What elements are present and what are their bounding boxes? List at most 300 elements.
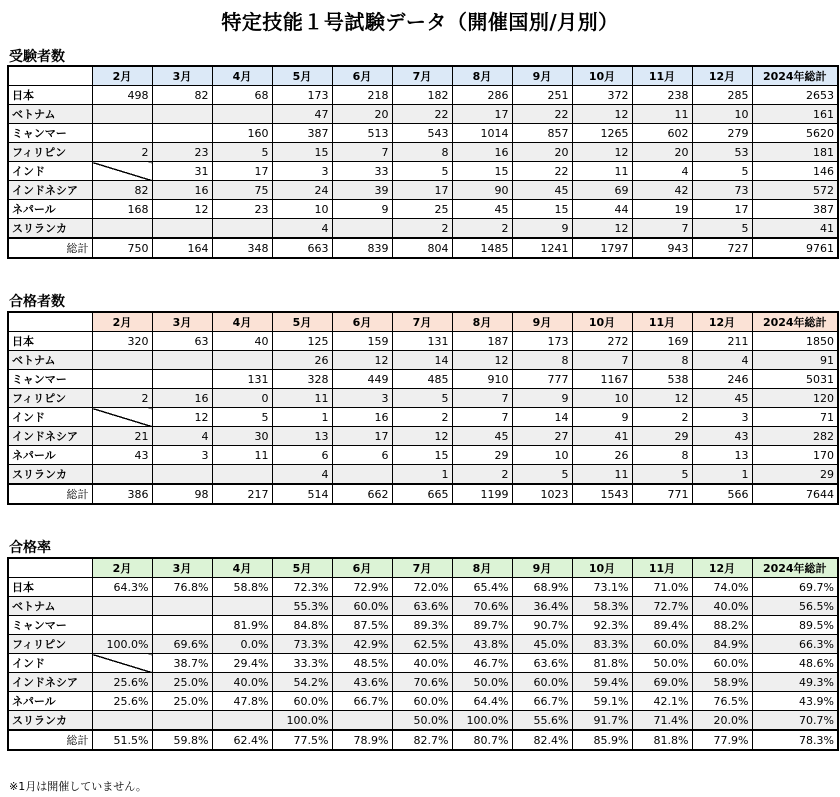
value-cell: 4 [272,219,332,239]
value-cell: 20 [332,105,392,124]
column-header: 9月 [512,312,572,332]
total-cell: 98 [152,484,212,504]
empty-cell [92,124,152,143]
value-cell: 238 [632,86,692,105]
total-cell: 85.9% [572,730,632,750]
value-cell: 5 [212,143,272,162]
value-cell: 9 [512,389,572,408]
value-cell: 15 [452,162,512,181]
table-row [8,465,838,485]
value-cell: 20.0% [692,711,752,731]
value-cell: 70.6% [392,673,452,692]
value-cell: 13 [692,446,752,465]
value-cell: 14 [392,351,452,370]
table-row [8,578,838,597]
value-cell: 63 [152,332,212,351]
table-row [8,408,838,427]
value-cell: 538 [632,370,692,389]
value-cell: 1167 [572,370,632,389]
value-cell: 777 [512,370,572,389]
corner-cell [8,558,92,578]
value-cell: 49.3% [752,673,838,692]
value-cell: 89.7% [452,616,512,635]
value-cell: 5 [392,389,452,408]
value-cell: 63.6% [392,597,452,616]
column-header: 7月 [392,66,452,86]
value-cell: 11 [572,465,632,485]
row-label: フィリピン [8,389,92,408]
column-header: 6月 [332,558,392,578]
column-header: 4月 [212,312,272,332]
value-cell: 8 [632,446,692,465]
value-cell: 7 [632,219,692,239]
total-label: 総計 [8,238,92,258]
value-cell: 17 [212,162,272,181]
total-cell: 1543 [572,484,632,504]
total-cell: 663 [272,238,332,258]
value-cell: 6 [332,446,392,465]
value-cell: 173 [272,86,332,105]
value-cell: 45.0% [512,635,572,654]
total-cell: 82.4% [512,730,572,750]
value-cell: 12 [152,408,212,427]
value-cell: 1 [392,465,452,485]
value-cell: 279 [692,124,752,143]
table-row [8,427,838,446]
value-cell: 22 [392,105,452,124]
value-cell: 45 [692,389,752,408]
row-label: インド [8,654,92,673]
not-held-cell [332,711,392,731]
value-cell: 46.7% [452,654,512,673]
value-cell: 71.4% [632,711,692,731]
total-cell: 78.9% [332,730,392,750]
total-cell: 7644 [752,484,838,504]
value-cell: 92.3% [572,616,632,635]
value-cell: 13 [272,427,332,446]
row-label: ミャンマー [8,124,92,143]
value-cell: 36.4% [512,597,572,616]
column-header: 2月 [92,66,152,86]
table-row [8,219,838,239]
column-header: 8月 [452,558,512,578]
total-cell: 386 [92,484,152,504]
column-header: 8月 [452,312,512,332]
table-row [8,143,838,162]
value-cell: 63.6% [512,654,572,673]
row-label: ネパール [8,446,92,465]
value-cell: 84.9% [692,635,752,654]
empty-cell [212,105,272,124]
total-cell: 164 [152,238,212,258]
value-cell: 17 [452,105,512,124]
not-held-cell [92,465,152,485]
value-cell: 72.9% [332,578,392,597]
value-cell: 26 [272,351,332,370]
value-cell: 50.0% [392,711,452,731]
column-header: 11月 [632,312,692,332]
table-row [8,446,838,465]
value-cell: 21 [92,427,152,446]
value-cell: 1850 [752,332,838,351]
value-cell: 74.0% [692,578,752,597]
value-cell: 72.3% [272,578,332,597]
value-cell: 387 [752,200,838,219]
value-cell: 12 [632,389,692,408]
value-cell: 48.5% [332,654,392,673]
header-row [8,66,838,86]
value-cell: 43.6% [332,673,392,692]
row-label: 日本 [8,578,92,597]
value-cell: 71.0% [632,578,692,597]
corner-cell [8,312,92,332]
row-label: ベトナム [8,105,92,124]
value-cell: 857 [512,124,572,143]
value-cell: 17 [332,427,392,446]
value-cell: 602 [632,124,692,143]
value-cell: 64.4% [452,692,512,711]
row-label: ミャンマー [8,616,92,635]
not-held-cell [92,597,152,616]
table-row [8,351,838,370]
value-cell: 131 [212,370,272,389]
value-cell: 12 [392,427,452,446]
value-cell: 8 [512,351,572,370]
value-cell: 60.0% [632,635,692,654]
column-header: 2月 [92,558,152,578]
value-cell: 33 [332,162,392,181]
value-cell: 20 [512,143,572,162]
value-cell: 68.9% [512,578,572,597]
value-cell: 187 [452,332,512,351]
examinees-table [7,65,839,259]
value-cell: 19 [632,200,692,219]
row-label: ネパール [8,200,92,219]
value-cell: 88.2% [692,616,752,635]
value-cell: 1014 [452,124,512,143]
value-cell: 72.7% [632,597,692,616]
value-cell: 50.0% [452,673,512,692]
row-label: インドネシア [8,673,92,692]
value-cell: 64.3% [92,578,152,597]
value-cell: 12 [452,351,512,370]
value-cell: 3 [332,389,392,408]
value-cell: 1 [692,465,752,485]
column-header: 2024年総計 [752,558,838,578]
value-cell: 2 [392,219,452,239]
value-cell: 10 [512,446,572,465]
value-cell: 181 [752,143,838,162]
value-cell: 14 [512,408,572,427]
value-cell: 20 [632,143,692,162]
corner-cell [8,66,92,86]
value-cell: 72.0% [392,578,452,597]
value-cell: 7 [452,389,512,408]
value-cell: 48.6% [752,654,838,673]
value-cell: 125 [272,332,332,351]
value-cell: 543 [392,124,452,143]
value-cell: 69.6% [152,635,212,654]
value-cell: 82 [92,181,152,200]
value-cell: 5620 [752,124,838,143]
total-cell: 78.3% [752,730,838,750]
value-cell: 5 [632,465,692,485]
column-header: 5月 [272,312,332,332]
value-cell: 10 [692,105,752,124]
value-cell: 24 [272,181,332,200]
value-cell: 66.7% [512,692,572,711]
value-cell: 76.8% [152,578,212,597]
value-cell: 2653 [752,86,838,105]
section-title-examinees: 受験者数 [9,49,65,65]
table-row [8,673,838,692]
not-held-cell [152,711,212,731]
value-cell: 16 [152,389,212,408]
value-cell: 161 [752,105,838,124]
value-cell: 59.4% [572,673,632,692]
total-cell: 1797 [572,238,632,258]
value-cell: 76.5% [692,692,752,711]
table-row [8,711,838,731]
section-title-passers: 合格者数 [9,294,65,310]
table-row [8,635,838,654]
value-cell: 73.1% [572,578,632,597]
value-cell: 7 [452,408,512,427]
empty-cell [152,370,212,389]
value-cell: 29 [752,465,838,485]
value-cell: 89.4% [632,616,692,635]
row-label: 日本 [8,86,92,105]
row-label: インド [8,162,92,181]
header-row [8,312,838,332]
value-cell: 246 [692,370,752,389]
value-cell: 12 [572,143,632,162]
footnote: ※1月は開催していません。 [9,780,147,793]
value-cell: 485 [392,370,452,389]
value-cell: 372 [572,86,632,105]
not-held-cell [212,219,272,239]
value-cell: 182 [392,86,452,105]
value-cell: 41 [572,427,632,446]
not-held-cell [92,711,152,731]
total-cell: 1023 [512,484,572,504]
value-cell: 40.0% [692,597,752,616]
value-cell: 60.0% [692,654,752,673]
not-held-cell [92,654,152,673]
row-label: スリランカ [8,219,92,239]
value-cell: 0.0% [212,635,272,654]
value-cell: 12 [332,351,392,370]
value-cell: 2 [452,465,512,485]
value-cell: 4 [692,351,752,370]
value-cell: 89.5% [752,616,838,635]
value-cell: 55.6% [512,711,572,731]
value-cell: 1265 [572,124,632,143]
value-cell: 89.3% [392,616,452,635]
total-cell: 80.7% [452,730,512,750]
value-cell: 9 [572,408,632,427]
value-cell: 5031 [752,370,838,389]
value-cell: 159 [332,332,392,351]
total-cell: 348 [212,238,272,258]
not-held-cell [92,351,152,370]
value-cell: 81.9% [212,616,272,635]
value-cell: 83.3% [572,635,632,654]
row-label: インドネシア [8,181,92,200]
total-cell: 514 [272,484,332,504]
value-cell: 2 [92,389,152,408]
table-row [8,162,838,181]
value-cell: 58.9% [692,673,752,692]
value-cell: 2 [92,143,152,162]
value-cell: 26 [572,446,632,465]
value-cell: 58.3% [572,597,632,616]
value-cell: 31 [152,162,212,181]
value-cell: 69.0% [632,673,692,692]
column-header: 12月 [692,558,752,578]
total-cell: 1199 [452,484,512,504]
column-header: 9月 [512,66,572,86]
value-cell: 25.6% [92,673,152,692]
value-cell: 70.7% [752,711,838,731]
value-cell: 17 [392,181,452,200]
table-row [8,597,838,616]
row-label: インドネシア [8,427,92,446]
value-cell: 15 [512,200,572,219]
value-cell: 449 [332,370,392,389]
value-cell: 90.7% [512,616,572,635]
value-cell: 60.0% [512,673,572,692]
value-cell: 25.0% [152,673,212,692]
value-cell: 12 [152,200,212,219]
value-cell: 5 [692,219,752,239]
value-cell: 23 [212,200,272,219]
value-cell: 60.0% [272,692,332,711]
column-header: 6月 [332,66,392,86]
table-row [8,200,838,219]
total-cell: 566 [692,484,752,504]
value-cell: 65.4% [452,578,512,597]
value-cell: 60.0% [392,692,452,711]
not-held-cell [332,465,392,485]
value-cell: 40.0% [392,654,452,673]
column-header: 2024年総計 [752,312,838,332]
pass-rate-table [7,557,839,751]
value-cell: 7 [332,143,392,162]
value-cell: 3 [692,408,752,427]
value-cell: 9 [512,219,572,239]
value-cell: 1 [272,408,332,427]
value-cell: 285 [692,86,752,105]
value-cell: 328 [272,370,332,389]
value-cell: 50.0% [632,654,692,673]
not-held-cell [152,465,212,485]
column-header: 7月 [392,312,452,332]
value-cell: 2 [452,219,512,239]
value-cell: 22 [512,162,572,181]
value-cell: 173 [512,332,572,351]
value-cell: 41 [752,219,838,239]
value-cell: 45 [452,427,512,446]
header-row [8,558,838,578]
column-header: 2月 [92,312,152,332]
value-cell: 5 [392,162,452,181]
total-cell: 217 [212,484,272,504]
not-held-cell [152,219,212,239]
value-cell: 91.7% [572,711,632,731]
table-row [8,692,838,711]
column-header: 12月 [692,312,752,332]
total-cell: 943 [632,238,692,258]
value-cell: 11 [572,162,632,181]
value-cell: 59.1% [572,692,632,711]
total-cell: 804 [392,238,452,258]
passers-table [7,311,839,505]
value-cell: 73 [692,181,752,200]
empty-cell [152,124,212,143]
row-label: ミャンマー [8,370,92,389]
total-row [8,484,838,504]
value-cell: 11 [272,389,332,408]
value-cell: 120 [752,389,838,408]
table-row [8,654,838,673]
value-cell: 22 [512,105,572,124]
value-cell: 60.0% [332,597,392,616]
column-header: 7月 [392,558,452,578]
value-cell: 170 [752,446,838,465]
value-cell: 910 [452,370,512,389]
value-cell: 33.3% [272,654,332,673]
value-cell: 160 [212,124,272,143]
value-cell: 12 [572,105,632,124]
not-held-cell [92,408,152,427]
value-cell: 513 [332,124,392,143]
total-cell: 51.5% [92,730,152,750]
value-cell: 47 [272,105,332,124]
value-cell: 218 [332,86,392,105]
total-cell: 665 [392,484,452,504]
total-cell: 1241 [512,238,572,258]
value-cell: 4 [272,465,332,485]
value-cell: 15 [272,143,332,162]
value-cell: 15 [392,446,452,465]
table-row [8,181,838,200]
value-cell: 43 [692,427,752,446]
column-header: 10月 [572,312,632,332]
value-cell: 29 [632,427,692,446]
value-cell: 168 [92,200,152,219]
value-cell: 7 [572,351,632,370]
table-row [8,389,838,408]
value-cell: 38.7% [152,654,212,673]
empty-cell [212,351,272,370]
value-cell: 81.8% [572,654,632,673]
total-cell: 62.4% [212,730,272,750]
value-cell: 66.3% [752,635,838,654]
value-cell: 17 [692,200,752,219]
value-cell: 69 [572,181,632,200]
table-row [8,616,838,635]
value-cell: 30 [212,427,272,446]
value-cell: 25 [392,200,452,219]
total-cell: 839 [332,238,392,258]
total-row [8,730,838,750]
total-cell: 81.8% [632,730,692,750]
total-label: 総計 [8,730,92,750]
value-cell: 25.0% [152,692,212,711]
total-cell: 77.5% [272,730,332,750]
total-row [8,238,838,258]
